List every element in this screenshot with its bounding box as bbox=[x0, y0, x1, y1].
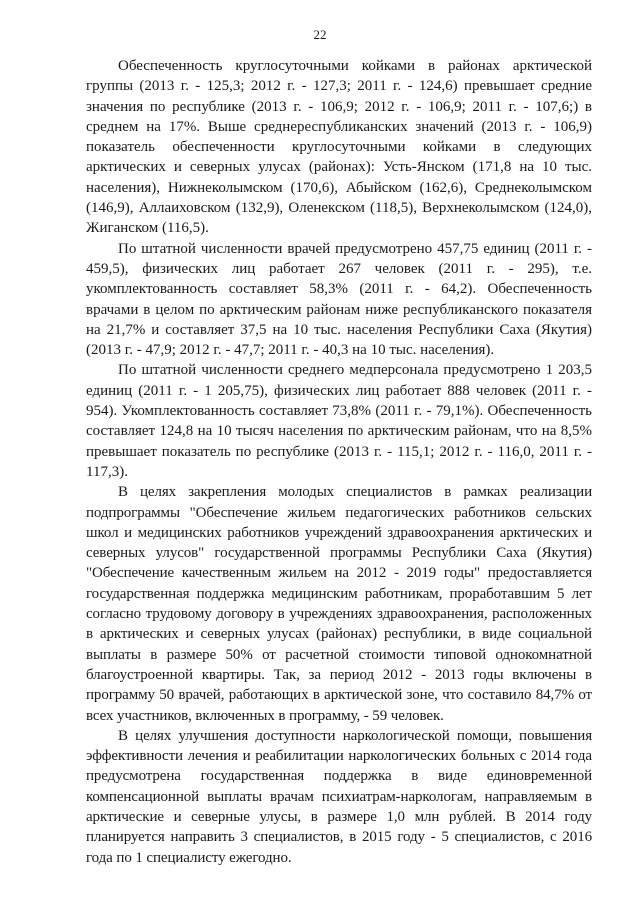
paragraph-housing-support: В целях закрепления молодых специалистов в рамках реализации подпрограммы "Обеспечение жильем педагогических работников сельских школ и медицинских работников учреждений здравоохранения арктических и северных улусов" государственной программы Республики Саха (Якутия) "Обеспечение качественным жильем на 2012 - 2019 годы" предоставляется государственная поддержка медицинским работникам, проработавшим 5 лет согласно трудовому договору в учреждениях здравоохранения, расположенных в арктических и северных улусах (районах) республики, в виде социальной выплаты в размере 50% от расчетной стоимости типовой однокомнатной благоустроенной квартиры. Так, за период 2012 - 2013 годы включены в программу 50 врачей, работающих в арктической зоне, что составило 84,7% от всех участников, включенных в программу, - 59 человек. bbox=[86, 484, 592, 724]
paragraph-doctor-staffing: По штатной численности врачей предусмотрено 457,75 единиц (2011 г. - 459,5), физических лиц работает 267 человек (2011 г. - 295), т.е. укомплектованность составляет 58,3% (2011 г. - 64,2). Обеспеченность врачами в целом по арктическим районам ниже республиканского показателя на 21,7% и составляет 37,5 на 10 тыс. населения Республики Саха (Якутия) (2013 г. - 47,9; 2012 г. - 47,7; 2011 г. - 40,3 на 10 тыс. населения). bbox=[86, 240, 592, 359]
paragraph-nursing-staffing: По штатной численности среднего медперсонала предусмотрено 1 203,5 единиц (2011 г. - 1 205,75), физических лиц работает 888 человек (2011 г. - 954). Укомплектованность составляет 73,8% (2011 г. - 79,1%). Обеспеченность составляет 124,8 на 10 тысяч населения по арктическим районам, что на 8,5% превышает показатель по республике (2013 г. - 115,1; 2012 г. - 116,0, 2011 г. - 117,3). bbox=[86, 362, 592, 480]
paragraph-narcology-support: В целях улучшения доступности наркологической помощи, повышения эффективности лечения и реабилитации наркологических больных с 2014 года предусмотрена государственная поддержка в виде единовременной компенсационной выплаты врачам психиатрам-наркологам, направляемым в арктические и северные улусы, в размере 1,0 млн рублей. В 2014 году планируется направить 3 специалистов, в 2015 году - 5 специалистов, с 2016 года по 1 специалисту ежегодно. bbox=[86, 727, 592, 866]
document-body bbox=[86, 56, 592, 868]
paragraph-bed-availability: Обеспеченность круглосуточными койками в районах арктической группы (2013 г. - 125,3; 2012 г. - 127,3; 2011 г. - 124,6) превышает средние значения по республике (2013 г. - 106,9; 2012 г. - 106,9; 2011 г. - 107,6;) в среднем на 17%. Выше среднереспубликанских значений (2013 г. - 106,9) показатель обеспеченности круглосуточными койками в следующих арктических и северных улусах (районах): Усть-Янском (171,8 на 10 тыс. населения), Нижнеколымском (170,6), Абыйском (162,6), Среднеколымском (146,9), Аллаиховском (132,9), Оленекском (118,5), Верхнеколымском (124,0), Жиганском (116,5). bbox=[86, 58, 592, 237]
page-number: 22 bbox=[313, 27, 327, 42]
